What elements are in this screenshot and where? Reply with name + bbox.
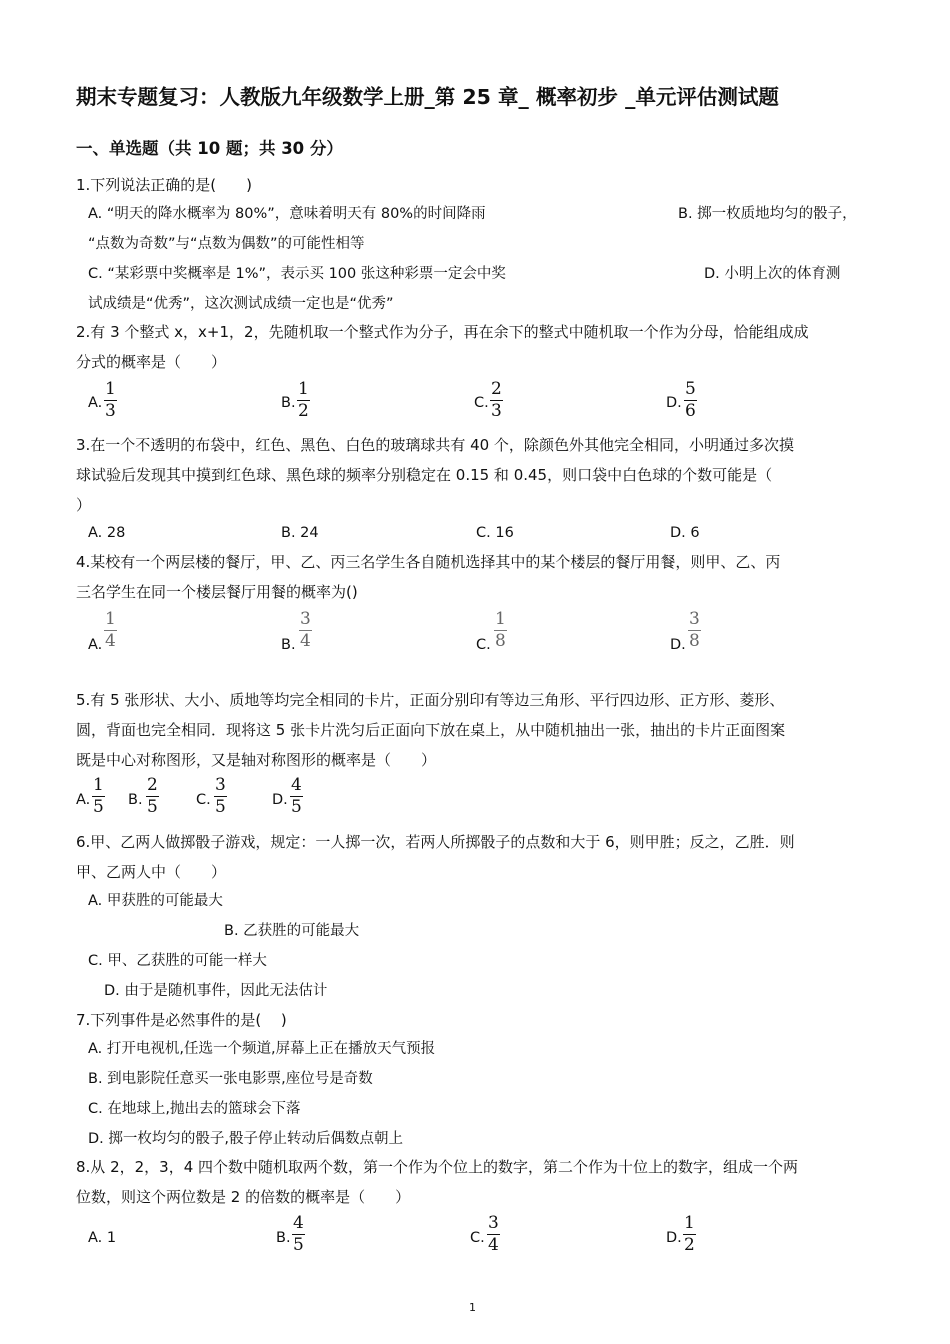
q8-stem-line1: 8.从 2，2，3，4 四个数中随机取两个数，第一个作为个位上的数字，第二个作为十位上的数字，组成一个两 — [76, 1158, 799, 1176]
q6-option-c: C. 甲、乙获胜的可能一样大 — [88, 953, 267, 969]
numerator: 1 — [105, 379, 116, 399]
numerator: 4 — [291, 775, 302, 795]
denominator: 3 — [105, 401, 116, 422]
q5-option-a-fraction — [92, 776, 105, 817]
q5-stem-line1: 5.有 5 张形状、大小、质地等均完全相同的卡片，正面分别印有等边三角形、平行四边形、正方形、菱形、 — [76, 691, 785, 709]
q8-option-c-label: C. — [470, 1230, 485, 1246]
page-number: 1 — [469, 1301, 476, 1314]
numerator: 1 — [298, 379, 309, 399]
denominator: 5 — [93, 797, 104, 818]
section-heading: 一、单选题（共 10 题；共 30 分） — [76, 139, 343, 158]
denominator: 5 — [147, 797, 158, 818]
numerator: 2 — [491, 379, 502, 399]
denominator: 4 — [488, 1235, 499, 1256]
q2-option-a-label: A. — [88, 395, 103, 411]
denominator: 5 — [293, 1235, 304, 1256]
denominator: 3 — [491, 401, 502, 422]
q5-option-c-label: C. — [196, 792, 211, 808]
q5-option-a-label: A. — [76, 792, 91, 808]
q4-option-b-label: B. — [281, 637, 296, 653]
q2-stem-line1: 2.有 3 个整式 x，x+1，2，先随机取一个整式作为分子，再在余下的整式中随机取一个作为分母，恰能组成成 — [76, 323, 809, 341]
q7-stem: 7.下列事件是必然事件的是( ) — [76, 1011, 287, 1029]
numerator: 2 — [147, 775, 158, 795]
denominator: 8 — [495, 631, 506, 651]
q2-option-a-fraction — [104, 380, 117, 421]
q4-option-d-fraction — [688, 610, 701, 651]
q5-option-b-label: B. — [128, 792, 143, 808]
q1-option-c: C. “某彩票中奖概率是 1%”，表示买 100 张这种彩票一定会中奖 — [88, 266, 506, 282]
q2-option-d-label: D. — [666, 395, 682, 411]
q6-stem-line2: 甲、乙两人中（ ） — [76, 863, 227, 881]
q6-option-a: A. 甲获胜的可能最大 — [88, 893, 223, 909]
q8-option-d-fraction — [683, 1214, 696, 1255]
numerator: 3 — [689, 609, 700, 629]
q3-option-b: B. 24 — [281, 525, 319, 541]
q4-stem-line1: 4.某校有一个两层楼的餐厅，甲、乙、丙三名学生各自随机选择其中的某个楼层的餐厅用餐，则甲、乙、丙 — [76, 553, 781, 571]
q5-option-d-fraction — [290, 776, 303, 817]
q6-option-d: D. 由于是随机事件，因此无法估计 — [104, 983, 328, 999]
q3-stem-line1: 3.在一个不透明的布袋中，红色、黑色、白色的玻璃球共有 40 个，除颜色外其他完全相同，小明通过多次摸 — [76, 436, 794, 454]
numerator: 4 — [293, 1213, 304, 1233]
q5-option-d-label: D. — [272, 792, 288, 808]
denominator: 4 — [300, 631, 311, 651]
numerator: 1 — [105, 609, 116, 629]
document-title: 期末专题复习：人教版九年级数学上册_第 25 章_ 概率初步 _单元评估测试题 — [76, 85, 779, 109]
q8-option-a: A. 1 — [88, 1230, 117, 1246]
q3-stem-line2: 球试验后发现其中摸到红色球、黑色球的频率分别稳定在 0.15 和 0.45，则口袋中白色球的个数可能是（ — [76, 466, 773, 484]
denominator: 6 — [685, 401, 696, 422]
q2-option-b-label: B. — [281, 395, 296, 411]
numerator: 3 — [215, 775, 226, 795]
q4-option-a-fraction — [104, 610, 117, 651]
q7-option-b: B. 到电影院任意买一张电影票,座位号是奇数 — [88, 1071, 373, 1087]
q4-option-d-label: D. — [670, 637, 686, 653]
q4-stem-line2: 三名学生在同一个楼层餐厅用餐的概率为() — [76, 583, 358, 601]
q8-option-c-fraction — [487, 1214, 500, 1255]
q2-option-c-label: C. — [474, 395, 489, 411]
q8-stem-line2: 位数，则这个两位数是 2 的倍数的概率是（ ） — [76, 1188, 411, 1206]
q8-option-b-fraction — [292, 1214, 305, 1255]
numerator: 1 — [93, 775, 104, 795]
q1-option-b-continued: “点数为奇数”与“点数为偶数”的可能性相等 — [88, 236, 365, 252]
q5-option-b-fraction — [146, 776, 159, 817]
q5-stem-line3: 既是中心对称图形，又是轴对称图形的概率是（ ） — [76, 751, 437, 769]
q2-option-c-fraction — [490, 380, 503, 421]
denominator: 5 — [215, 797, 226, 818]
q1-option-b: B. 掷一枚质地均匀的骰子， — [678, 206, 857, 222]
q6-option-b: B. 乙获胜的可能最大 — [224, 923, 360, 939]
q7-option-d: D. 掷一枚均匀的骰子,骰子停止转动后偶数点朝上 — [88, 1131, 403, 1147]
q4-option-c-label: C. — [476, 637, 491, 653]
q4-option-b-fraction — [299, 610, 312, 651]
denominator: 2 — [684, 1235, 695, 1256]
q2-option-b-fraction — [297, 380, 310, 421]
q5-stem-line2: 圆，背面也完全相同．现将这 5 张卡片洗匀后正面向下放在桌上，从中随机抽出一张，抽出的卡片正面图案 — [76, 721, 786, 739]
q1-option-d: D. 小明上次的体育测 — [704, 266, 841, 282]
q3-stem-line3: ） — [76, 496, 92, 514]
q7-option-c: C. 在地球上,抛出去的篮球会下落 — [88, 1101, 301, 1117]
q3-option-d: D. 6 — [670, 525, 700, 541]
numerator: 3 — [488, 1213, 499, 1233]
q8-option-b-label: B. — [276, 1230, 291, 1246]
numerator: 1 — [684, 1213, 695, 1233]
denominator: 8 — [689, 631, 700, 651]
denominator: 4 — [105, 631, 116, 651]
q5-option-c-fraction — [214, 776, 227, 817]
q4-option-a-label: A. — [88, 637, 103, 653]
q1-option-a: A. “明天的降水概率为 80%”，意味着明天有 80%的时间降雨 — [88, 206, 486, 222]
numerator: 1 — [495, 609, 506, 629]
q1-stem: 1.下列说法正确的是( ) — [76, 176, 253, 194]
q1-option-d-continued: 试成绩是“优秀”，这次测试成绩一定也是“优秀” — [88, 296, 394, 312]
q2-option-d-fraction — [684, 380, 697, 421]
q3-option-a: A. 28 — [88, 525, 126, 541]
q3-option-c: C. 16 — [476, 525, 514, 541]
q7-option-a: A. 打开电视机,任选一个频道,屏幕上正在播放天气预报 — [88, 1041, 436, 1057]
q2-stem-line2: 分式的概率是（ ） — [76, 353, 227, 371]
denominator: 5 — [291, 797, 302, 818]
q6-stem-line1: 6.甲、乙两人做掷骰子游戏，规定：一人掷一次，若两人所掷骰子的点数和大于 6，则甲胜；反之，乙胜．则 — [76, 833, 795, 851]
q4-option-c-fraction — [494, 610, 507, 651]
numerator: 3 — [300, 609, 311, 629]
q8-option-d-label: D. — [666, 1230, 682, 1246]
numerator: 5 — [685, 379, 696, 399]
denominator: 2 — [298, 401, 309, 422]
